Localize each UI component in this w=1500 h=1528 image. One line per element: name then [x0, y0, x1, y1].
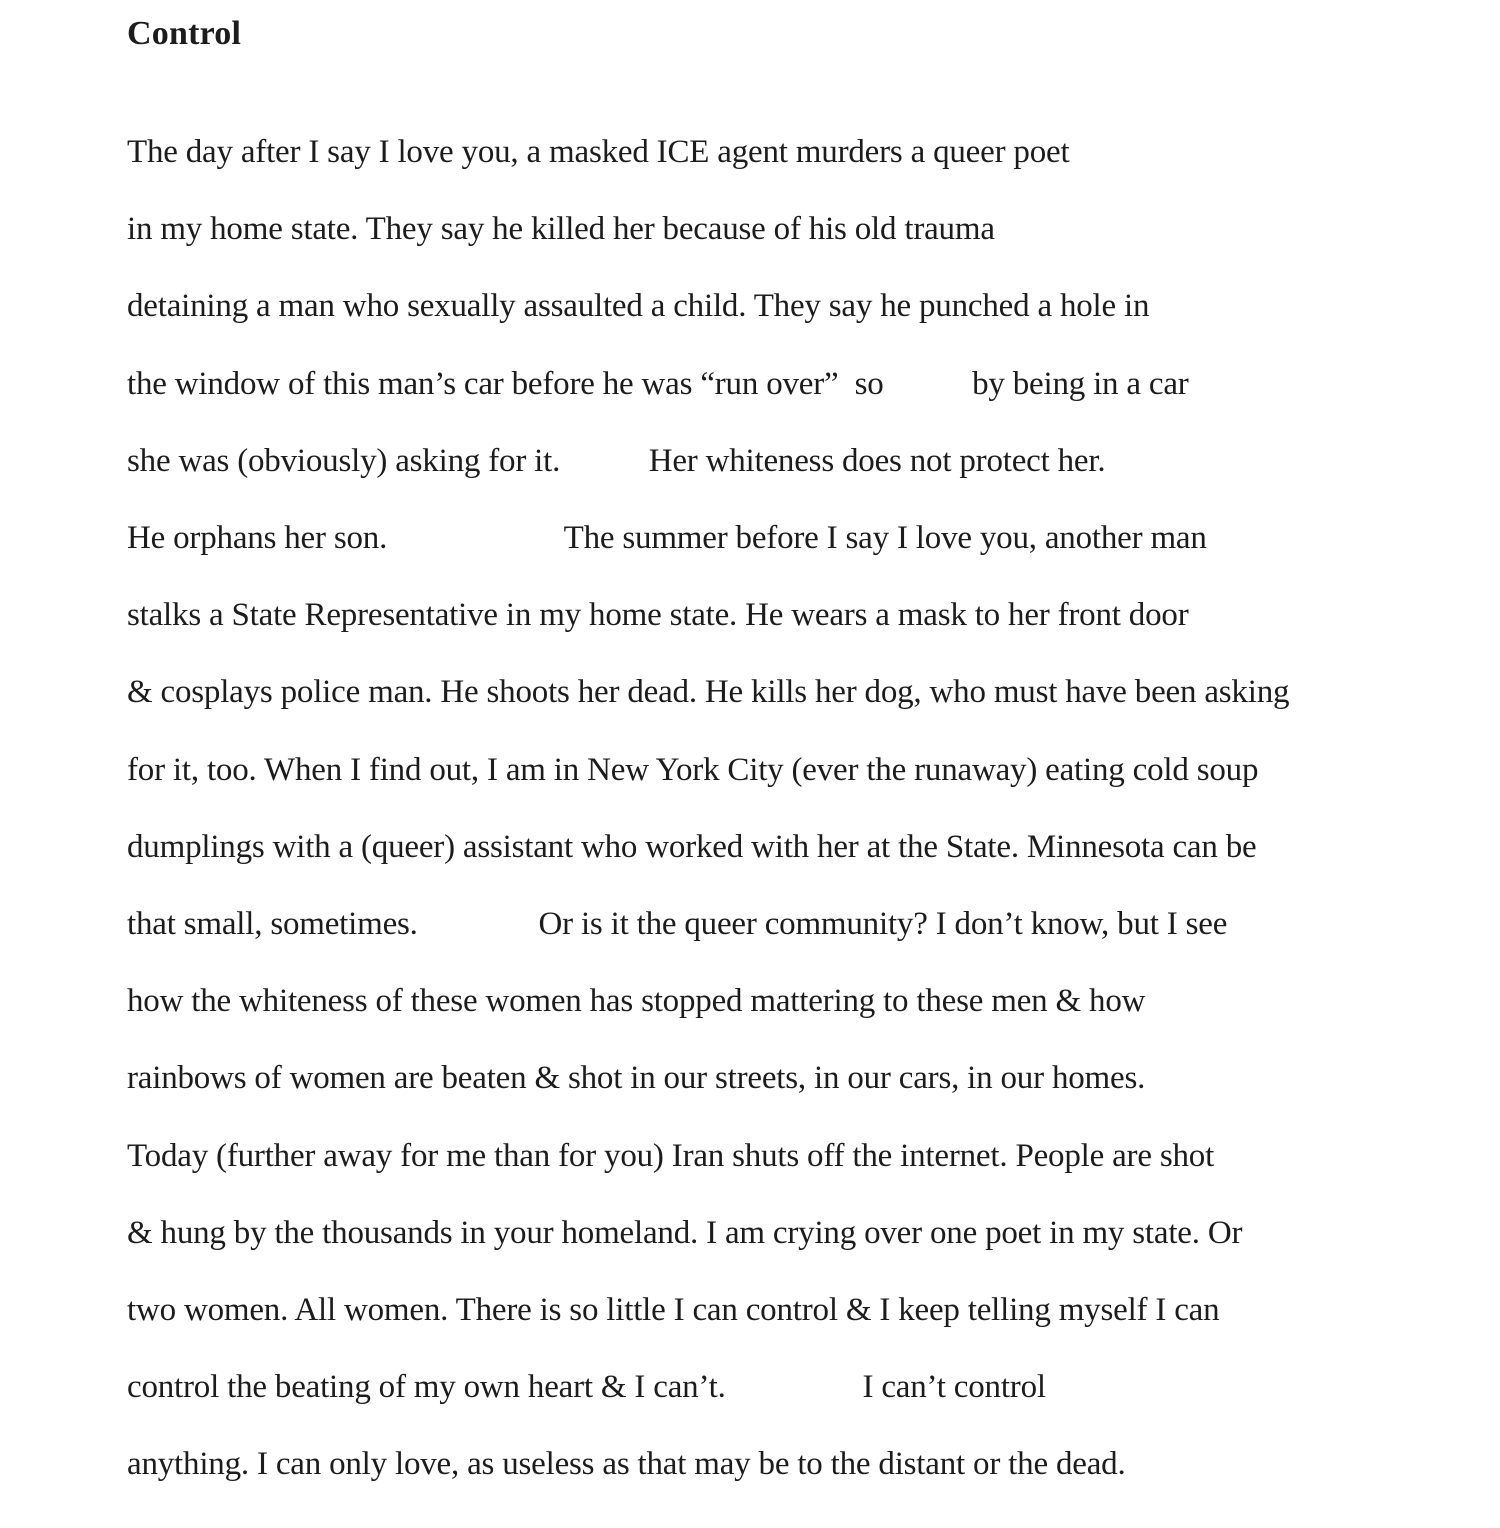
poem-line: the window of this man’s car before he was “run over” so by being in a car — [127, 365, 1189, 402]
poem-line: control the beating of my own heart & I can’t. I can’t control — [127, 1369, 1046, 1406]
poem-line: dumplings with a (queer) assistant who worked with her at the State. Minnesota can be — [127, 828, 1257, 865]
poem-line: He orphans her son. The summer before I say I love you, another man — [127, 520, 1207, 557]
poem-line: how the whiteness of these women has stopped mattering to these men & how — [127, 983, 1146, 1020]
poem-line: anything. I can only love, as useless as that may be to the distant or the dead. — [127, 1446, 1126, 1483]
poem-line: stalks a State Representative in my home state. He wears a mask to her front door — [127, 597, 1189, 634]
poem-line: that small, sometimes. Or is it the queer community? I don’t know, but I see — [127, 906, 1228, 943]
poem-body — [127, 114, 1480, 1504]
poem-line: Today (further away for me than for you) Iran shuts off the internet. People are shot — [127, 1137, 1215, 1174]
poem-title: Control — [127, 15, 242, 52]
poem-line: rainbows of women are beaten & shot in our streets, in our cars, in our homes. — [127, 1060, 1146, 1097]
poem-line: she was (obviously) asking for it. Her whiteness does not protect her. — [127, 442, 1106, 479]
poem-line: for it, too. When I find out, I am in New York City (ever the runaway) eating cold soup — [127, 751, 1259, 788]
poem-line: detaining a man who sexually assaulted a child. They say he punched a hole in — [127, 288, 1150, 325]
poem-line: & hung by the thousands in your homeland. I am crying over one poet in my state. Or — [127, 1214, 1243, 1251]
poem-line: & cosplays police man. He shoots her dead. He kills her dog, who must have been asking — [127, 674, 1290, 711]
poem-line: The day after I say I love you, a masked ICE agent murders a queer poet — [127, 134, 1070, 170]
poem-line: in my home state. They say he killed her because of his old trauma — [127, 211, 995, 248]
poem-line: two women. All women. There is so little I can control & I keep telling myself I can — [127, 1292, 1220, 1329]
